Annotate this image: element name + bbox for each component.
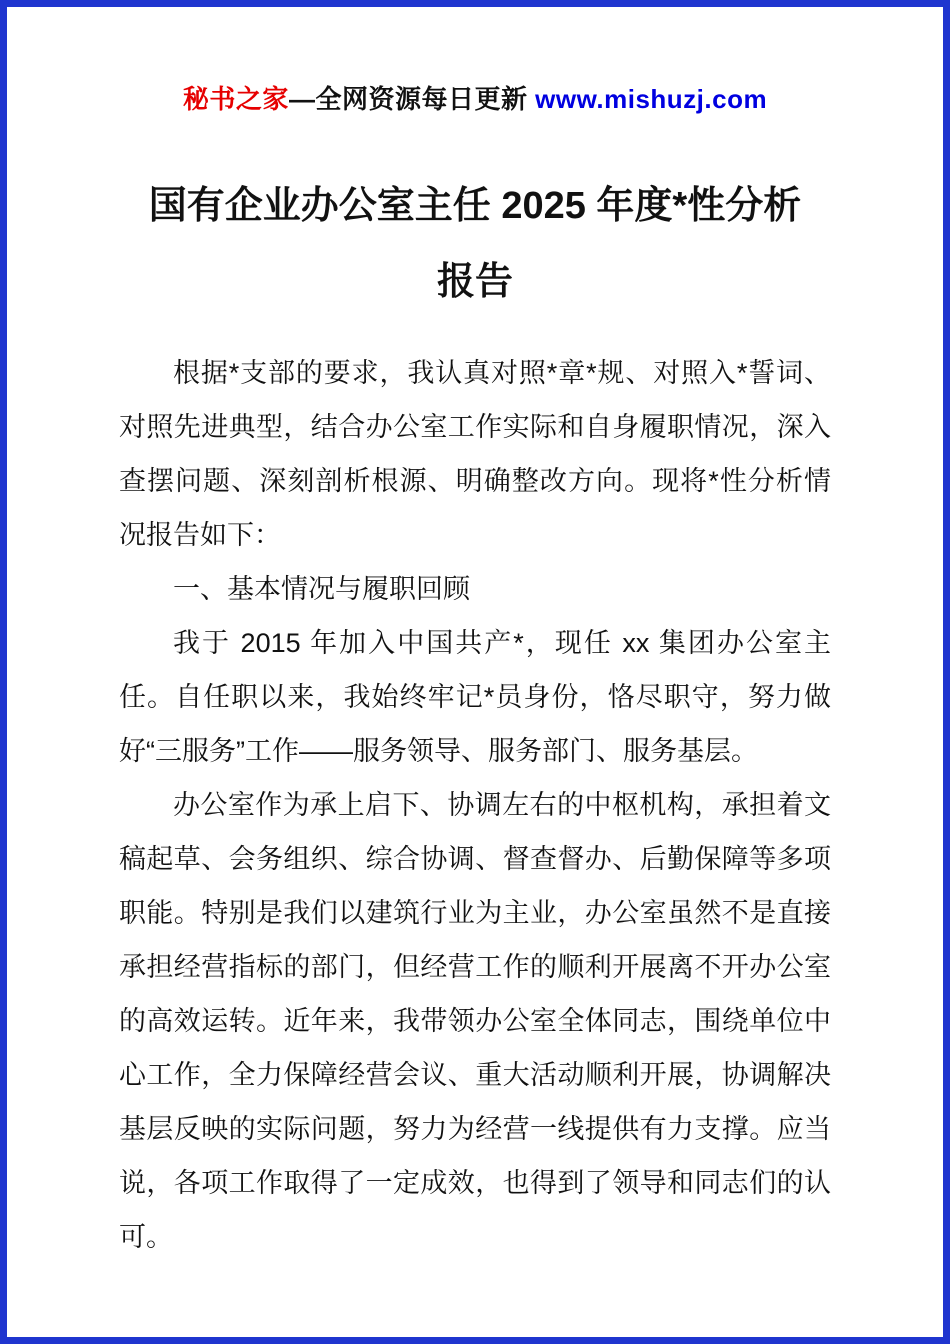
document-title xyxy=(119,168,831,320)
site-url-link[interactable]: www.mishuzj.com xyxy=(535,84,768,114)
document-title-line2: 报告 xyxy=(436,261,513,303)
brand-name: 秘书之家 xyxy=(182,84,289,114)
header-tagline: —全网资源每日更新 xyxy=(288,84,536,114)
paragraph-intro: 根据*支部的要求，我认真对照*章*规、对照入*誓词、对照先进典型，结合办公室工作实际和自身履职情况，深入查摆问题、深刻剖析根源、明确整改方向。现将*性分析情况报告如下： xyxy=(119,358,831,550)
document-title-line1: 国有企业办公室主任 2025 年度*性分析 xyxy=(148,185,802,227)
paragraph-office-role: 办公室作为承上启下、协调左右的中枢机构，承担着文稿起草、会务组织、综合协调、督查督办、后勤保障等多项职能。特别是我们以建筑行业为主业，办公室虽然不是直接承担经营指标的部门，但经营工作的顺利开展离不开办公室的高效运转。近年来，我带领办公室全体同志，围绕单位中心工作，全力保障经营会议、重大活动顺利开展，协调解决基层反映的实际问题，努力为经营一线提供有力支撑。应当说，各项工作取得了一定成效，也得到了领导和同志们的认可。 xyxy=(119,790,831,1252)
document-body xyxy=(119,346,831,1264)
site-header xyxy=(119,79,831,116)
section-heading-1: 一、基本情况与履职回顾 xyxy=(173,574,470,604)
paragraph-basic-situation: 我于 2015 年加入中国共产*，现任 xx 集团办公室主任。自任职以来，我始终牢记*员身份，恪尽职守，努力做好“三服务”工作——服务领导、服务部门、服务基层。 xyxy=(119,628,831,766)
